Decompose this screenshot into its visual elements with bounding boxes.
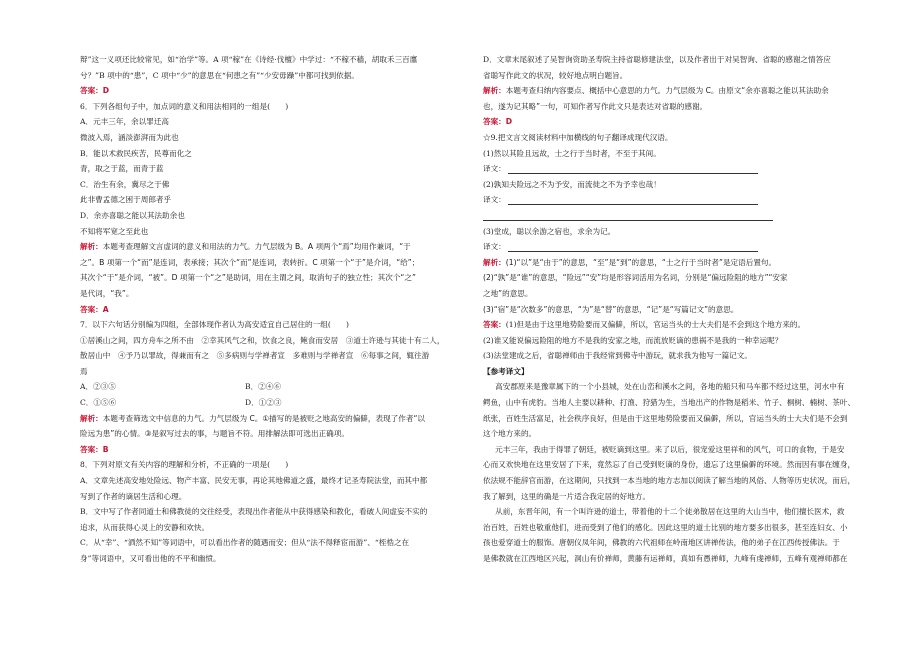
text-line <box>80 473 460 489</box>
text-line <box>483 551 863 567</box>
line-text: 解析：(1)“以”是“由于”的意思，“至”是“到”的意思，“士之行于当时者”是定语后置句。 <box>483 257 777 267</box>
text-line <box>483 395 863 411</box>
answer-label: 答案：A <box>80 304 109 314</box>
text-line <box>483 348 863 364</box>
line-text: 解析：本题考查筛选文中信息的力气。力气层级为 C。①描写的是被贬之地高安的偏僻，表现了作者“以 <box>80 413 425 423</box>
text-line <box>80 442 460 458</box>
line-text: 之”。B 项第一个“而”是连词，表承接；其次个“而”是连词，表转折。C 项第一个“于”是介词，“给”； <box>80 257 420 267</box>
line-text: 6．下列各组句子中，加点词的意义和用法相同的一组是( ) <box>80 101 289 111</box>
text-line <box>80 364 460 380</box>
line-text: C．治生有余，冀尽之于佛 <box>80 179 170 189</box>
text-line <box>80 317 460 333</box>
line-text: (1)然以其险且远故，士之行于当时者，不至于其间。 <box>483 148 661 158</box>
line-text: ☆9.把文言文阅读材料中加横线的句子翻译成现代汉语。 <box>483 132 673 142</box>
text-line <box>80 270 460 286</box>
text-line <box>80 551 460 567</box>
text-line <box>483 457 863 473</box>
line-text: 解析：本题考查归纳内容要点、概括中心意思的力气。力气层级为 C。由原文“余亦喜聪之能以其法助余 <box>483 86 829 96</box>
text-line <box>80 255 460 271</box>
text-line <box>80 239 460 255</box>
line-text: 译文： <box>483 242 506 252</box>
right-column <box>483 52 863 567</box>
line-text: 纸张，百姓生活富足，社会秩序良好，但是由于这里地势险要而又偏僻，所以，官运当头的士大夫们是不会到 <box>483 413 848 423</box>
answer-label: 答案：B <box>80 444 109 454</box>
line-text: 依法规不能辞官而游，在这期间，只找到一本当地的地方志加以阅读了解当地的风俗、人物等历史状况，而后， <box>483 476 856 486</box>
line-text: (2)孰知夫险远之不为予安，而流徙之不为予幸也哉！ <box>483 179 661 189</box>
text-line <box>483 442 863 458</box>
line-text: D．文章末尾叙述了吴智询资助圣寿院主持省聪修建法堂，以及作者出于对吴智询、省聪的感谢之情答应 <box>483 55 831 64</box>
text-line <box>483 504 863 520</box>
line-text: 追求，从而获得心灵上的安静和欢快。 <box>80 522 210 532</box>
line-text: 心而又欢快地在这里安居了下来，竟然忘了自己受到贬谪的身份，遗忘了这里偏僻的环境。然而因有事在缠身， <box>483 460 856 470</box>
line-text: 高安郡原来是豫章属下的一个小县城，处在山峦和溪水之间，各地的船只和马车都不经过这里，河水中有 <box>495 382 845 392</box>
line-text: 其次个“于”是介词，“被”。D 项第一个“之”是助词，用在主谓之间，取消句子的独立性；其次个“之” <box>80 273 416 283</box>
line-text: (3)法堂建成之后，省聪禅师由于我经常到佛寺中游玩，就求我为他写一篇记文。 <box>483 351 752 361</box>
text-line <box>483 489 863 505</box>
text-line <box>80 395 460 411</box>
text-line <box>80 52 460 68</box>
line-text: 也，遂为记其略”一句，可知作者写作此文只是表达对省聪的感谢。 <box>483 101 708 111</box>
text-line <box>80 302 460 318</box>
line-text: 是佛教就在江西地区兴起，洞山有价禅师，黄藤有运禅师，真如有愚禅师，九峰有虔禅师，五峰有观禅师都在 <box>483 554 848 563</box>
text-line <box>483 68 863 84</box>
text-line <box>483 192 863 208</box>
answer-label: 答案：D <box>483 117 513 127</box>
text-line <box>80 489 460 505</box>
text-line <box>80 114 460 130</box>
line-text: 散居山中 ④予乃以罪故，得兼而有之 ⑤多病则与学禅者宣 多难则与学禅者宣 ⑥每事之间，辄往游 <box>80 351 430 361</box>
text-line <box>80 286 460 302</box>
option-left: C．①⑤⑥ <box>80 398 117 408</box>
text-line <box>483 114 863 130</box>
text-line <box>80 83 460 99</box>
line-text: 孩也爱穿道士的服饰。唐朝仪凤年间，佛教的六代祖师在岭南地区讲禅传法，他的弟子在江西传授佛法。于 <box>483 538 840 548</box>
line-text: C．从“幸”、“洒然不知”等词语中，可以看出作者的随遇而安；但从“法不得释宦而游”、“桎梏之在 <box>80 538 410 548</box>
answer-blank <box>508 164 758 174</box>
text-line <box>483 224 863 240</box>
line-text: 8．下列对原文有关内容的理解和分析，不正确的一项是( ) <box>80 460 289 470</box>
line-text: (2)谁又能说偏远险阻的地方不是我的安家之地，而流放贬谪的患祸不是我的一种幸运呢？ <box>483 335 783 345</box>
text-line <box>483 270 863 286</box>
text-line <box>80 457 460 473</box>
text-line <box>483 255 863 271</box>
text-line <box>483 146 863 162</box>
line-text: 不知将军宽之至此也 <box>80 226 149 236</box>
line-text: 解析：本题考查理解文言虚词的意义和用法的力气。力气层级为 B。A 项两个“焉”均用作兼词，“于 <box>80 242 411 252</box>
text-line <box>483 161 863 177</box>
line-text: 险远为患”的心情。③是叙写过去的事，与题旨不符。用排解法即可选出正确项。 <box>80 429 349 439</box>
line-text: 兮？”B 项中的“患”，C 项中“少”的意思在“何患之有”“少安毋躁”中都可找到依据。 <box>80 70 359 80</box>
answer-blank <box>508 242 758 252</box>
line-text: 答案：(1)但是由于这里地势险要而又偏僻，所以，官运当头的士大夫们是不会到这个地方来的。 <box>483 320 806 330</box>
text-line <box>80 208 460 224</box>
text-line <box>80 224 460 240</box>
line-text: 7．以下六句话分别编为四组，全部体现作者认为高安适宜自己居住的一组( ) <box>80 320 349 330</box>
text-line <box>483 364 863 380</box>
text-line <box>80 379 460 395</box>
answer-blank <box>508 195 758 205</box>
line-text: 治百姓，百姓也敬重他们，进而受到了他们的感化。因此这里的道士比别的地方要多出很多，甚至连妇女、小 <box>483 522 848 532</box>
text-line <box>80 348 460 364</box>
line-text: B．能以术救民疾苦，民尊而化之 <box>80 148 192 158</box>
line-text: 省聪写作此文的状况，较好地点明白题旨。 <box>483 70 628 80</box>
option-left: A．②③⑤ <box>80 382 116 392</box>
text-line <box>80 177 460 193</box>
text-line <box>483 286 863 302</box>
line-text: 辩”这一义项还比较常见，如“治学”等。A 项“稼”在《诗经·伐檀》中学过：“不稼不穑，胡取禾三百廛 <box>80 55 418 64</box>
text-line <box>483 411 863 427</box>
text-line <box>80 535 460 551</box>
answer-blank <box>483 208 773 221</box>
text-line <box>483 426 863 442</box>
text-line <box>483 520 863 536</box>
line-text: 译文： <box>483 164 506 174</box>
text-line <box>483 177 863 193</box>
answer-label: 答案：D <box>80 86 110 96</box>
text-line <box>483 535 863 551</box>
text-line <box>483 333 863 349</box>
line-text: 鳄鱼，山中有虎豹。当地人主要以耕种、打渔、狩猎为生，当地出产的作物是稻米、竹子、桐树、楠树、茶叶、 <box>483 398 856 408</box>
line-text: D．余亦喜聪之能以其法助余也 <box>80 210 185 220</box>
line-text: 身”等词语中，又可看出他的不平和幽愤。 <box>80 554 221 563</box>
line-text: 之地”的意思。 <box>483 288 533 298</box>
option-right: D．①②③ <box>245 398 282 408</box>
text-line <box>483 239 863 255</box>
text-line <box>80 146 460 162</box>
line-text: 写到了作者的谪居生活和心理。 <box>80 491 187 501</box>
text-line <box>80 68 460 84</box>
text-line <box>80 411 460 427</box>
line-text: 是代词，“我”。 <box>80 288 134 298</box>
text-line <box>80 99 460 115</box>
line-text: 此非曹孟德之困于周郎者乎 <box>80 195 172 205</box>
line-text: (2)“孰”是“谁”的意思，“险远”“安”均是形容词活用为名词，分别是“偏远险阻的地方”“安家 <box>483 273 788 283</box>
text-line <box>483 302 863 318</box>
left-column <box>80 52 460 567</box>
line-text: 从前，东晋年间，有一个叫许逊的道士，带着他的十二个徒弟散居在这里的大山当中，他们擅长医术，救 <box>495 507 845 517</box>
line-text: ①居溪山之间，四方舟车之所不由 ②幸其风气之和，饮食之良，鲍食而安居 ③道士许逊与其徒十有二人， <box>80 335 445 345</box>
line-text: 元丰三年，我由于得罪了朝廷，被贬谪到这里。来了以后，很宠爱这里祥和的风气，可口的食物，于是安 <box>495 444 845 454</box>
line-text: A．文章先述高安地处险远、物产丰富、民安无事，再论其地佛道之盛，最终才记圣寿院法堂，而其中都 <box>80 476 428 486</box>
line-text: 青，取之于蓝，而青于蓝 <box>80 164 164 174</box>
text-line <box>483 473 863 489</box>
text-line <box>80 426 460 442</box>
text-line <box>483 317 863 333</box>
line-text: 译文： <box>483 195 506 205</box>
text-line <box>483 99 863 115</box>
text-line <box>483 83 863 99</box>
text-line <box>80 333 460 349</box>
line-text: 微波入焉，涵淡澎湃而为此也 <box>80 132 179 142</box>
line-text: A．元丰三年，余以罪迁高 <box>80 117 170 127</box>
line-text: 我了解到，这里的确是一片适合我定居的好地方。 <box>483 491 651 501</box>
text-line <box>483 52 863 68</box>
text-line <box>80 192 460 208</box>
line-text: B．文中写了作者同道士和佛教徒的交往经受，表现出作者能从中获得感染和教化，看破人间虚妄不实的 <box>80 507 428 517</box>
line-text: 【参考译文】 <box>483 366 529 376</box>
text-line <box>80 130 460 146</box>
line-text: (3)堂成，聪以余游之宿也，求余为记。 <box>483 226 616 236</box>
text-line <box>483 130 863 146</box>
text-line <box>80 161 460 177</box>
line-text: (3)“宿”是“次数多”的意思，“为”是“替”的意思，“记”是“写篇记文”的意思。 <box>483 304 739 314</box>
line-text: 这个地方来的。 <box>483 429 537 439</box>
text-line <box>483 208 863 224</box>
text-line <box>80 504 460 520</box>
option-right: B．②④⑥ <box>245 382 281 392</box>
text-line <box>483 379 863 395</box>
line-text: 焉 <box>80 366 88 376</box>
text-line <box>80 520 460 536</box>
